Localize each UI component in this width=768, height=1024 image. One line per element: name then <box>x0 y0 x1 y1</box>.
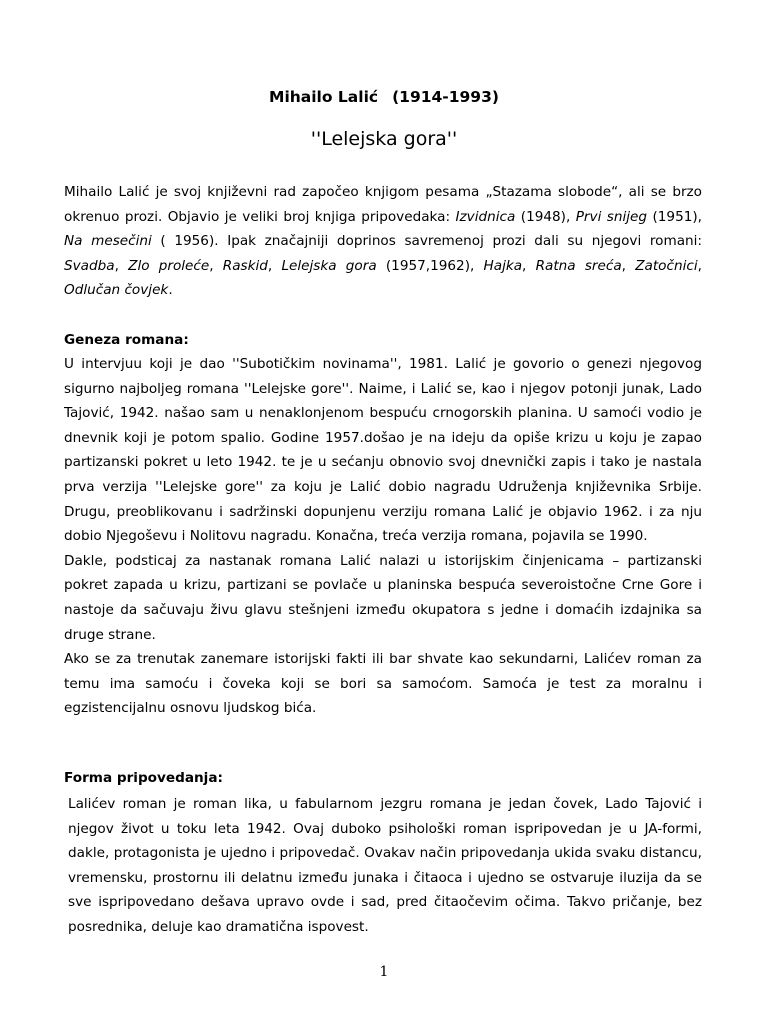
intro-text: , <box>697 257 702 274</box>
intro-text: , <box>267 257 282 274</box>
genesis-paragraph-3: Ako se za trenutak zanemare istorijski fakti ili bar shvate kao sekundarni, Lalićev roman za temu ima samoću i čoveka koji se bori sa samoćom. Samoća je test za moralnu i egzistencijalnu osnovu ljudskog bića. <box>64 651 702 717</box>
narrative-form-paragraph: Lalićev roman je roman lika, u fabularnom jezgru romana je jedan čovek, Lado Tajović i njegov život u toku leta 1942. Ovaj duboko psihološki roman ispripovedan je u JA-formi, dakle, protagonista je ujedno i pripovedač. Ovakav način pripovedanja ukida svaku distancu, vremensku, prostornu ili delatnu između junaka i čitaoca i ujedno se ostvaruje iluzija da se sve ispripovedano dešava upravo ovde i sad, pred čitaočevim očima. Takvo pričanje, bez posrednika, deluje kao dramatična ispovest. <box>68 796 702 935</box>
work-title: Ratna sreća <box>535 257 622 274</box>
intro-text: Mihailo Lalić je svoj književni rad započeo knjigom pesama „Stazama slobode“, ali se brzo okrenuo prozi. Objavio je veliki broj knjiga pripovedaka: <box>64 184 702 225</box>
work-title: Zatočnici <box>635 257 698 274</box>
work-title: Zlo proleće <box>128 257 210 274</box>
section-heading-genesis: Geneza romana: <box>64 332 189 348</box>
narrative-form-section-body <box>64 792 702 940</box>
genesis-section-body <box>64 352 702 721</box>
section-heading-narrative-form: Forma pripovedanja: <box>64 770 223 786</box>
author-name: Mihailo Lalić <box>269 88 379 106</box>
intro-text: (1957,1962), <box>376 257 484 274</box>
work-title: Hajka <box>483 257 523 274</box>
intro-text: (1951), <box>647 208 702 225</box>
author-years: (1914-1993) <box>392 88 499 106</box>
genesis-paragraph-1: U intervjuu koji je dao ''Subotičkim novinama'', 1981. Lalić je govorio o genezi njegovog sigurno najboljeg romana ''Lelejske gore''. Naime, i Lalić se, kao i njegov potonji junak, Lado Tajović, 1942. našao sam u nenaklonjenom bespuću crnogorskih planina. U samoći vodio je dnevnik koji je potom spalio. Godine 1957.došao je na ideju da opiše krizu u koju je zapao partizanski pokret u leto 1942. te je u sećanju obnovio svoj dnevnički zapis i tako je nastala prva verzija ''Lelejske gore'' za koju je Lalić dobio nagradu Udruženja književnika Srbije. Drugu, preoblikovanu i sadržinski dopunjenu verziju romana Lalić je objavio 1962. i za nju dobio Njegoševu i Nolitovu nagradu. Konačna, treća verzija romana, pojavila se 1990. <box>64 356 702 545</box>
genesis-paragraph-2: Dakle, podsticaj za nastanak romana Lalić nalazi u istorijskim činjenicama – partizanski pokret zapada u krizu, partizani se povlače u planinska bespuća severoistočne Crne Gore i nastoje da sačuvaju živu glavu stešnjeni između okupatora s jedne i domaćih izdajnika sa druge strane. <box>64 552 702 643</box>
intro-text: , <box>114 257 129 274</box>
work-title: Izvidnica <box>455 208 516 225</box>
intro-paragraph <box>64 180 702 303</box>
intro-text: ( 1956). Ipak značajniji doprinos savremenoj prozi dali su njegovi romani: <box>151 233 702 250</box>
intro-text: , <box>209 257 223 274</box>
work-title: Prvi snijeg <box>575 208 648 225</box>
intro-text: , <box>522 257 536 274</box>
intro-text: (1948), <box>515 208 576 225</box>
work-title: Na mesečini <box>64 233 152 250</box>
work-title: Svadba <box>64 257 115 274</box>
document-title-line <box>0 88 768 106</box>
work-title: Lelejska gora <box>281 257 377 274</box>
novel-title: ''Lelejska gora'' <box>310 128 458 150</box>
work-title: Raskid <box>222 257 268 274</box>
work-title: Odlučan čovjek <box>64 282 169 299</box>
intro-text: , <box>621 257 636 274</box>
intro-text: . <box>168 282 173 299</box>
page-number: 1 <box>379 964 389 980</box>
